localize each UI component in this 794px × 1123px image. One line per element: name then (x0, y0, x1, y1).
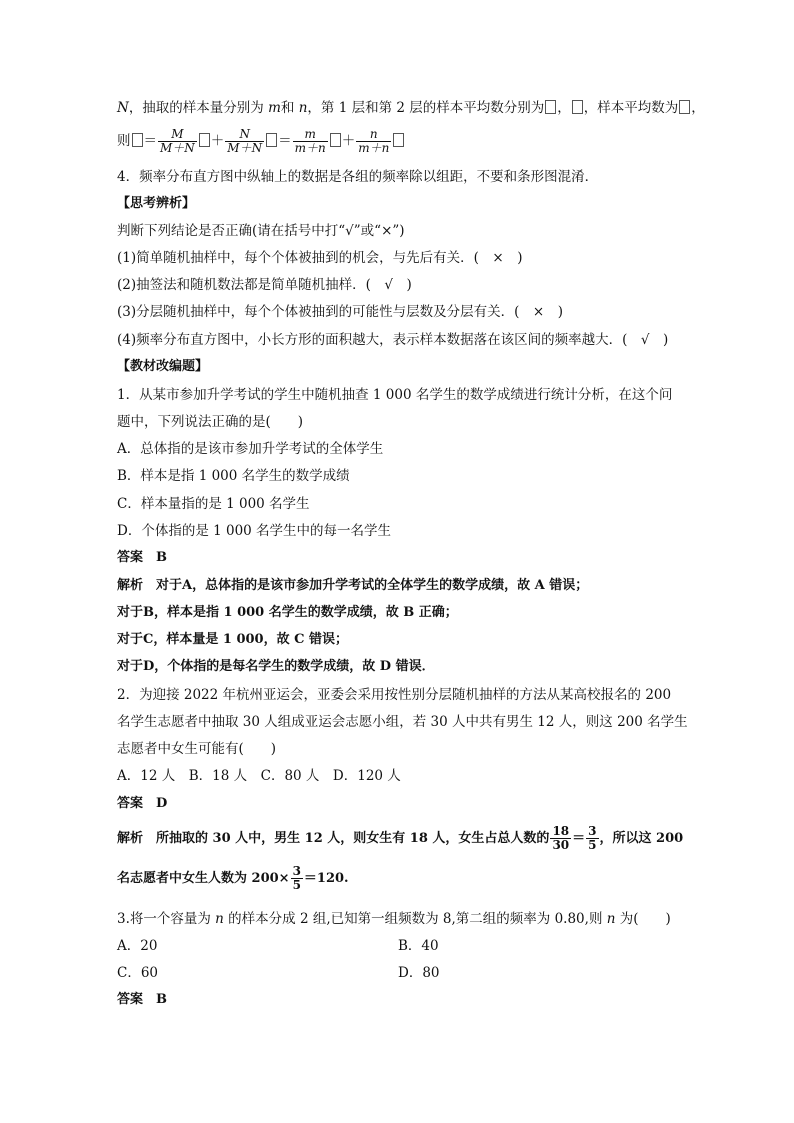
text-seg: ， (691, 100, 705, 116)
equals-sign: ＝ (143, 133, 157, 149)
judge-item-1: (1)简单随机抽样中，每个个体被抽到的机会，与先后有关．( × ) (117, 250, 523, 266)
var-m: m (268, 100, 281, 116)
numerator: N (225, 128, 264, 142)
var-n: n (215, 911, 224, 927)
q2-options: A．12 人 B．18 人 C．80 人 D．120 人 (117, 768, 401, 784)
q2-stem-line2: 名学生志愿者中抽取 30 人组成亚运会志愿小组，若 30 人中共有男生 12 人，则这 200 名学生 (117, 714, 688, 730)
missing-glyph-box (199, 133, 210, 147)
q2-analysis-line2 (117, 864, 349, 894)
section-heading-thinking: 【思考辨析】 (117, 196, 196, 211)
equals-sign: ＝ (572, 831, 586, 846)
denominator: 30 (552, 838, 570, 852)
missing-glyph-box (679, 100, 690, 114)
section-heading-textbook: 【教材改编题】 (117, 359, 209, 374)
denominator: 5 (588, 838, 597, 852)
q1-analysis-2: 对于B，样本是指 1 000 名学生的数学成绩，故 B 正确； (117, 605, 458, 620)
numerator: n (356, 128, 391, 142)
text-seg: 和 (280, 100, 299, 116)
q3-option-b: B．40 (398, 938, 439, 954)
fraction-3-over-5 (586, 825, 598, 852)
text-seg: 则 (117, 133, 131, 149)
missing-glyph-box (572, 100, 583, 114)
q1-analysis-3: 对于C，样本量是 1 000，故 C 错误； (117, 632, 348, 647)
q2-answer: 答案 D (117, 796, 168, 811)
fraction-n-over-mn (356, 128, 391, 155)
q2-stem-line1: 2．为迎接 2022 年杭州亚运会，亚委会采用按性别分层随机抽样的方法从某高校报名的 200 (117, 687, 672, 703)
denominator: M＋N (227, 141, 263, 155)
denominator: m＋n (294, 141, 326, 155)
missing-glyph-box (545, 100, 556, 114)
judge-item-4: (4)频率分布直方图中，小长方形的面积越大，表示样本数据落在该区间的频率越大．( √ ) (117, 332, 669, 348)
q1-analysis-1: 解析 对于A，总体指的是该市参加升学考试的全体学生的数学成绩，故 A 错误； (117, 578, 589, 593)
numerator: 3 (292, 864, 301, 878)
text-seg: ，样本平均数为 (583, 100, 679, 116)
text-seg: ＝120. (303, 871, 349, 886)
q1-option-d: D．个体指的是 1 000 名学生中的每一名学生 (117, 523, 392, 539)
q2-analysis-line1 (117, 824, 683, 854)
fraction-m-over-mn (293, 128, 328, 155)
denominator: 5 (292, 878, 301, 892)
q1-analysis-4: 对于D，个体指的是每名学生的数学成绩，故 D 错误． (117, 659, 435, 674)
missing-glyph-box (330, 133, 341, 147)
numerator: m (293, 128, 328, 142)
weighted-mean-formula (117, 126, 405, 156)
plus-sign: ＋ (210, 133, 225, 149)
fraction-18-over-30 (550, 825, 571, 852)
var-n: n (298, 100, 308, 116)
q2-stem-line3: 志愿者中女生可能有( ) (117, 741, 277, 757)
fraction-N-over-MN (225, 128, 264, 155)
missing-glyph-box (266, 133, 277, 147)
judge-item-2: (2)抽签法和随机数法都是简单随机抽样．( √ ) (117, 277, 412, 293)
fraction-M-over-MN (158, 128, 197, 155)
missing-glyph-box (393, 133, 404, 147)
q3-option-d: D．80 (398, 965, 440, 981)
text-seg: ，抽取的样本量分别为 (128, 100, 269, 116)
note-4: 4．频率分布直方图中纵轴上的数据是各组的频率除以组距，不要和条形图混淆． (117, 169, 599, 185)
text-seg: 的样本分成 2 组,已知第一组频数为 8,第二组的频率为 0.80,则 (223, 911, 607, 927)
text-seg: 为( ) (615, 911, 671, 927)
denominator: M＋N (160, 141, 195, 155)
q1-answer: 答案 B (117, 550, 167, 565)
text-seg: ，所以这 200 (599, 831, 684, 846)
q1-option-c: C．样本量指的是 1 000 名学生 (117, 496, 310, 512)
stratified-mean-text (117, 98, 705, 118)
judge-intro: 判断下列结论是否正确(请在括号中打“√”或“×”) (117, 223, 405, 239)
q3-answer: 答案 B (117, 992, 167, 1007)
q1-option-a: A．总体指的是该市参加升学考试的全体学生 (117, 441, 384, 457)
numerator: 3 (588, 824, 597, 838)
text-seg: 解析 所抽取的 30 人中，男生 12 人，则女生有 18 人，女生占总人数的 (117, 831, 550, 846)
q1-stem-line1: 1．从某市参加升学考试的学生中随机抽查 1 000 名学生的数学成绩进行统计分析，在这个问 (117, 387, 673, 403)
q3-option-a: A．20 (117, 938, 158, 954)
q3-stem (117, 909, 671, 929)
fraction-3-over-5 (291, 865, 303, 892)
q3-option-c: C．60 (117, 965, 159, 981)
equals-sign: ＝ (278, 133, 292, 149)
numerator: M (158, 128, 197, 142)
missing-glyph-box (132, 133, 143, 147)
denominator: m＋n (358, 141, 390, 155)
var-n: n (606, 911, 616, 927)
q1-option-b: B．样本是指 1 000 名学生的数学成绩 (117, 468, 350, 484)
text-seg: ，第 1 层和第 2 层的样本平均数分别为 (307, 100, 545, 116)
text-seg: ， (557, 100, 571, 116)
text-seg: 名志愿者中女生人数为 200× (117, 871, 290, 886)
plus-sign: ＋ (341, 133, 356, 149)
text-seg: 3.将一个容量为 (117, 911, 216, 927)
var-N: N (117, 100, 129, 116)
judge-item-3: (3)分层随机抽样中，每个个体被抽到的可能性与层数及分层有关．( × ) (117, 304, 563, 320)
q1-stem-line2: 题中，下列说法正确的是( ) (117, 414, 304, 430)
numerator: 18 (552, 824, 570, 838)
